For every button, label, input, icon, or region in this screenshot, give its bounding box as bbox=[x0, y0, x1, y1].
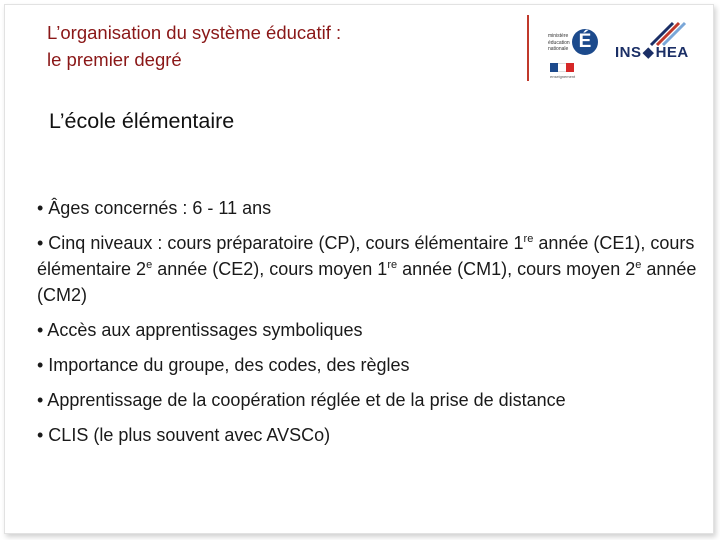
header-divider bbox=[527, 15, 529, 81]
bullet-group: • Importance du groupe, des codes, des règles bbox=[37, 355, 410, 375]
bullet-list bbox=[37, 195, 697, 457]
levels-sup-1: re bbox=[523, 233, 534, 245]
education-nationale-logo bbox=[545, 25, 605, 81]
bullet-cooperation: • Apprentissage de la coopération réglée et de la prise de distance bbox=[37, 390, 566, 410]
bullet-levels bbox=[37, 230, 697, 308]
levels-sup-3: re bbox=[387, 259, 398, 271]
ins-hea-wordmark-part2: HEA bbox=[655, 44, 689, 61]
ins-hea-arrow-icon: ◆ bbox=[642, 44, 655, 61]
slide-header-title: L’organisation du système éducatif : le premier degré bbox=[47, 22, 342, 70]
levels-text-5: année (CM2) bbox=[37, 259, 697, 305]
levels-sup-4: e bbox=[635, 259, 642, 271]
ministry-e-badge: É bbox=[572, 29, 598, 55]
ins-hea-wordmark bbox=[615, 43, 689, 61]
bullet-symbolic: • Accès aux apprentissages symboliques bbox=[37, 320, 363, 340]
levels-text-4: année (CM1), cours moyen 2 bbox=[397, 259, 636, 279]
ins-hea-logo bbox=[613, 19, 693, 71]
levels-text-1: • Cinq niveaux : cours préparatoire (CP), cours élémentaire 1 bbox=[37, 233, 524, 253]
levels-text-2: année (CE1), cours élémentaire 2 bbox=[37, 233, 695, 279]
ins-hea-wordmark-part1: INS bbox=[615, 44, 642, 61]
bullet-clis: • CLIS (le plus souvent avec AVSCo) bbox=[37, 425, 331, 445]
levels-sup-2: e bbox=[146, 259, 153, 271]
ministry-logo-caption: enseignement bbox=[550, 74, 576, 79]
slide bbox=[4, 4, 714, 534]
ministry-logo-text: ministère éducation nationale bbox=[548, 33, 570, 52]
bullet-ages: • Âges concernés : 6 - 11 ans bbox=[37, 198, 272, 218]
section-title: L’école élémentaire bbox=[49, 109, 235, 133]
levels-text-3: année (CE2), cours moyen 1 bbox=[152, 259, 388, 279]
french-flag-icon bbox=[550, 63, 574, 72]
